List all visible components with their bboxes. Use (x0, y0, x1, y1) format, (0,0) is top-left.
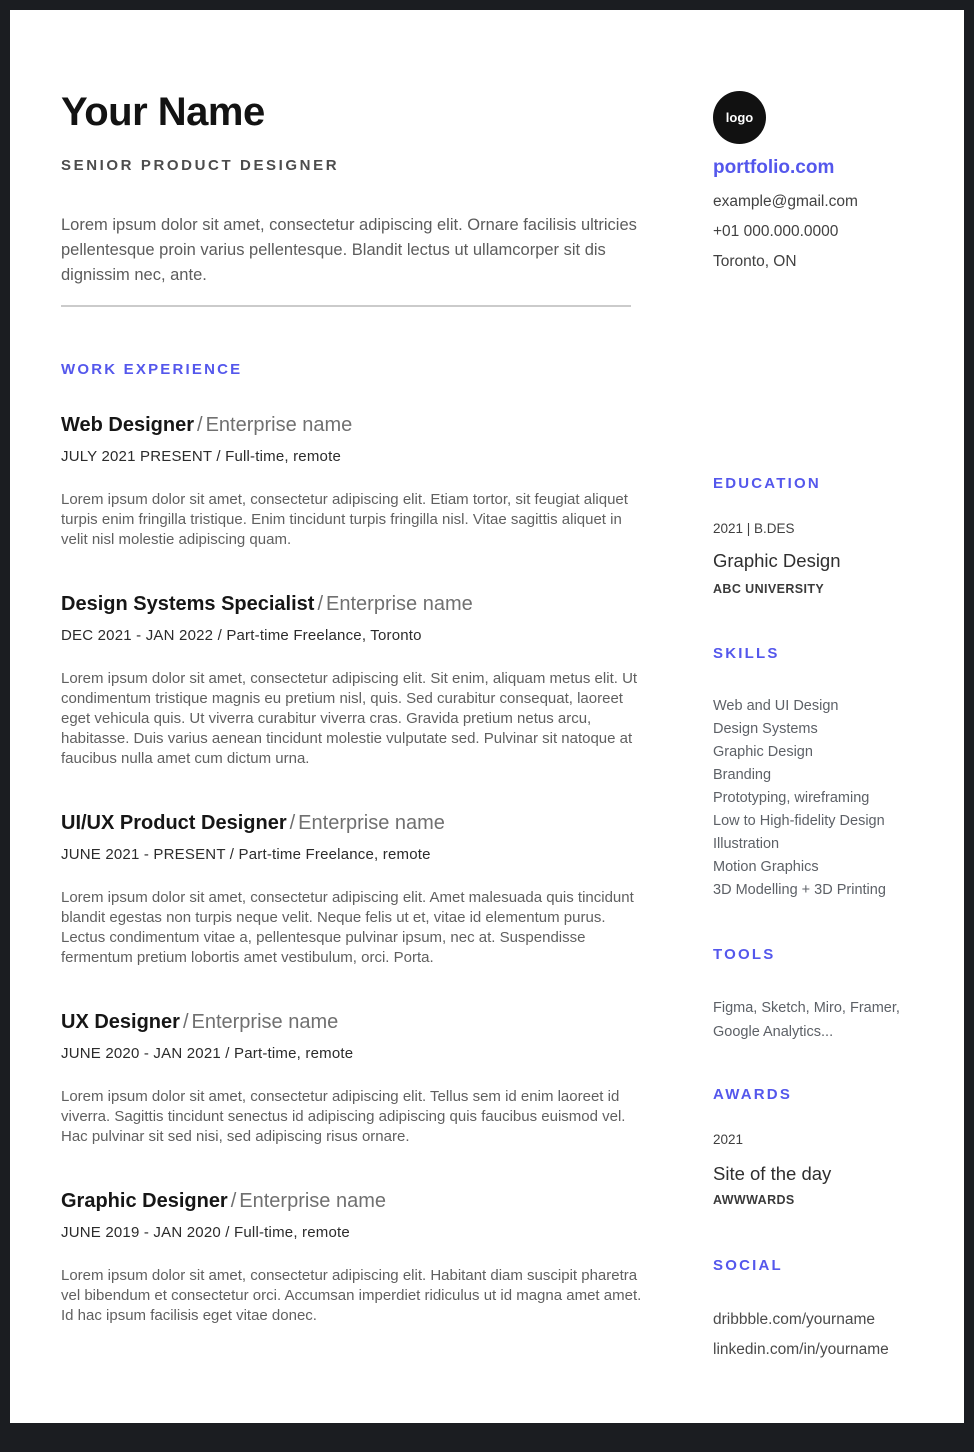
job-title-line (61, 1189, 645, 1213)
education-school: ABC UNIVERSITY (713, 582, 825, 596)
job-meta: DEC 2021 - JAN 2022 / Part-time Freelance, Toronto (61, 627, 422, 644)
main-column (61, 10, 645, 1423)
role-subtitle: SENIOR PRODUCT DESIGNER (61, 157, 340, 174)
job-title: UX Designer (61, 1011, 180, 1033)
skill-item: 3D Modelling + 3D Printing (713, 882, 886, 898)
tools-heading: TOOLS (713, 946, 776, 963)
job-company: Enterprise name (298, 812, 445, 834)
job-entry (61, 1010, 645, 1147)
job-title: Graphic Designer (61, 1190, 228, 1212)
work-experience-heading: WORK EXPERIENCE (61, 361, 243, 378)
job-meta: JUNE 2019 - JAN 2020 / Full-time, remote (61, 1224, 350, 1241)
job-description: Lorem ipsum dolor sit amet, consectetur adipiscing elit. Habitant diam suscipit pharetra vel bibendum et consectetur orci. Accumsan imperdiet ridiculus ut id magna amet amet. Id hac ipsum facilisis eget vitae donec. (61, 1267, 642, 1324)
social-list (713, 1305, 945, 1365)
job-separator: / (197, 414, 203, 436)
skill-item: Branding (713, 767, 772, 783)
award-org: AWWWARDS (713, 1193, 795, 1207)
job-separator: / (182, 1011, 189, 1033)
skill-item: Illustration (713, 836, 780, 852)
job-title-line (61, 811, 645, 835)
location-text: Toronto, ON (713, 253, 797, 270)
job-description: Lorem ipsum dolor sit amet, consectetur adipiscing elit. Etiam tortor, sit feugiat aliquet turpis enim fringilla tristique. Enim tincidunt turpis fringilla nisl. Vitae sagittis aliquet in velit nisl molestie adipiscing quam. (61, 491, 628, 548)
resume-page (10, 10, 964, 1423)
skill-item: Web and UI Design (713, 698, 839, 714)
skill-item: Prototyping, wireframing (713, 790, 870, 806)
job-separator: / (230, 1190, 237, 1212)
email-text: example@gmail.com (713, 193, 858, 210)
education-heading: EDUCATION (713, 475, 821, 492)
job-title: UI/UX Product Designer (61, 812, 287, 834)
header-divider (61, 305, 631, 307)
social-link-linkedin: linkedin.com/in/yourname (713, 1341, 889, 1358)
education-year-degree: 2021 | B.DES (713, 521, 795, 536)
award-year: 2021 (713, 1132, 744, 1147)
job-entry (61, 413, 645, 550)
job-company: Enterprise name (191, 1011, 339, 1033)
job-description: Lorem ipsum dolor sit amet, consectetur adipiscing elit. Amet malesuada quis tincidunt blandit egestas non turpis neque velit. Neque felis ut et, vitae id elementum purus. Lectus condimentum vitae a, pellentesque pulvinar ipsum, nec at. Suspendisse fermentum pretium lobortis amet vestibulum, orci. Porta. (61, 889, 634, 966)
award-title: Site of the day (713, 1163, 832, 1184)
tools-list-text: Figma, Sketch, Miro, Framer, Google Analytics... (713, 1000, 900, 1040)
job-description: Lorem ipsum dolor sit amet, consectetur adipiscing elit. Sit enim, aliquam metus elit. Ut condimentum tristique magnis eu pretium nisl, quis. Sed curabitur consequat, laoreet eget vehicula quis. Ut viverra curabitur viverra cras. Gravida pretium netus arcu, habitasse. Duis varius aenean tincidunt molestie vulputate sed. Pulvinar sit natoque at faucibus nulla amet cum dictum urna. (61, 670, 638, 767)
job-company: Enterprise name (205, 414, 353, 436)
education-program: Graphic Design (713, 550, 841, 571)
skill-item: Graphic Design (713, 744, 813, 760)
job-title: Web Designer (61, 414, 194, 436)
job-title-line (61, 1010, 645, 1034)
social-heading: SOCIAL (713, 1257, 783, 1274)
job-entry (61, 1189, 645, 1326)
phone-text: +01 000.000.0000 (713, 223, 839, 240)
job-separator: / (289, 812, 296, 834)
job-company: Enterprise name (326, 593, 473, 615)
skill-item: Low to High-fidelity Design (713, 813, 885, 829)
skill-item: Motion Graphics (713, 859, 819, 875)
job-entry (61, 811, 645, 968)
skills-heading: SKILLS (713, 645, 780, 662)
awards-heading: AWARDS (713, 1086, 793, 1103)
sidebar-column (713, 10, 945, 1423)
skills-list (713, 695, 945, 902)
person-name: Your Name (61, 90, 265, 134)
job-separator: / (317, 593, 324, 615)
job-description: Lorem ipsum dolor sit amet, consectetur adipiscing elit. Tellus sem id enim laoreet id viverra. Sagittis tincidunt senectus id adipiscing adipiscing quis faucibus euismod vel. Hac pulvinar sit sed nisi, sed adipiscing risus ornare. (61, 1088, 626, 1145)
job-company: Enterprise name (239, 1190, 387, 1212)
logo-label: logo (725, 110, 754, 125)
summary-text: Lorem ipsum dolor sit amet, consectetur adipiscing elit. Ornare facilisis ultricies pellentesque proin varius pellentesque. Blandit lectus ut ullamcorper sit dis dignissim nec, ante. (61, 216, 637, 284)
social-link-dribbble: dribbble.com/yourname (713, 1311, 875, 1328)
job-meta: JULY 2021 PRESENT / Full-time, remote (61, 448, 341, 465)
skill-item: Design Systems (713, 721, 818, 737)
job-meta: JUNE 2020 - JAN 2021 / Part-time, remote (61, 1045, 354, 1062)
logo-badge (713, 91, 766, 144)
job-entry (61, 592, 645, 769)
job-title-line (61, 413, 645, 437)
job-title: Design Systems Specialist (61, 593, 315, 615)
job-title-line (61, 592, 645, 616)
job-meta: JUNE 2021 - PRESENT / Part-time Freelance, remote (61, 846, 431, 863)
portfolio-link[interactable]: portfolio.com (713, 157, 835, 178)
contact-list (713, 187, 945, 277)
